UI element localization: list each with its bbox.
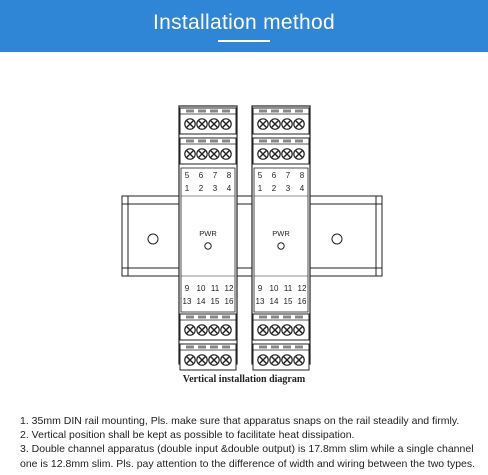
pwr-label: PWR xyxy=(199,229,217,238)
terminal-tab xyxy=(283,316,291,319)
terminal-tab xyxy=(259,140,267,143)
terminal-tab xyxy=(295,346,303,349)
terminal-tab xyxy=(186,140,194,143)
header-banner xyxy=(0,0,488,52)
terminal-tab xyxy=(222,140,230,143)
page-title: Installation method xyxy=(153,11,335,34)
terminal-number: 3 xyxy=(212,184,218,193)
terminal-number: 10 xyxy=(269,284,279,293)
terminal-tab xyxy=(210,316,218,319)
terminal-number: 7 xyxy=(285,171,291,180)
installation-notes xyxy=(20,414,480,471)
terminal-number: 1 xyxy=(184,184,190,193)
note-2: 2. Vertical position shall be kept as possible to facilitate heat dissipation. xyxy=(20,429,355,442)
terminal-number: 10 xyxy=(196,284,206,293)
terminal-tab xyxy=(283,346,291,349)
terminal-number: 5 xyxy=(257,171,263,180)
terminal-number: 16 xyxy=(297,297,307,306)
note-1: 1. 35mm DIN rail mounting, Pls. make sure that apparatus snaps on the rail steadily and firmly. xyxy=(20,415,460,427)
terminal-number: 6 xyxy=(271,171,277,180)
terminal-number: 8 xyxy=(226,171,232,180)
terminal-number: 13 xyxy=(255,297,265,306)
terminal-tab xyxy=(198,316,206,319)
terminal-tab xyxy=(295,110,303,113)
terminal-tab xyxy=(210,140,218,143)
terminal-number: 2 xyxy=(271,184,277,193)
terminal-tab xyxy=(210,346,218,349)
note-3: 3. Double channel apparatus (double input &double output) is 17.8mm slim while a single channel one is 12.8mm slim. Pls. pay attention to the difference of width and wiring between the two types. xyxy=(20,443,476,470)
din-rail-diagram xyxy=(100,100,390,372)
terminal-tab xyxy=(210,110,218,113)
terminal-tab xyxy=(271,110,279,113)
terminal-block-bottom-outer xyxy=(180,344,236,370)
terminal-number: 6 xyxy=(198,171,204,180)
terminal-tab xyxy=(283,110,291,113)
terminal-tab xyxy=(222,110,230,113)
rail-right-hole xyxy=(332,234,342,244)
terminal-tab xyxy=(259,346,267,349)
pwr-led-icon xyxy=(205,243,211,249)
terminal-tab xyxy=(295,316,303,319)
terminal-block-bottom-inner xyxy=(180,314,236,340)
terminal-number: 14 xyxy=(196,297,206,306)
terminal-tab xyxy=(259,316,267,319)
terminal-tab xyxy=(198,110,206,113)
terminal-number: 4 xyxy=(299,184,305,193)
terminal-tab xyxy=(186,316,194,319)
terminal-block-top-inner xyxy=(180,138,236,164)
terminal-number: 16 xyxy=(224,297,234,306)
terminal-number: 1 xyxy=(257,184,263,193)
terminal-number: 2 xyxy=(198,184,204,193)
terminal-tab xyxy=(222,346,230,349)
terminal-block-top-outer xyxy=(180,108,236,134)
terminal-block-bottom-outer xyxy=(253,344,309,370)
terminal-number: 8 xyxy=(299,171,305,180)
terminal-tab xyxy=(222,316,230,319)
terminal-block-top-inner xyxy=(253,138,309,164)
terminal-number: 12 xyxy=(224,284,234,293)
terminal-number: 11 xyxy=(283,284,293,293)
terminal-tab xyxy=(295,140,303,143)
pwr-led-icon xyxy=(278,243,284,249)
terminal-tab xyxy=(186,346,194,349)
rail-left-hole xyxy=(148,234,158,244)
terminal-tab xyxy=(198,140,206,143)
terminal-tab xyxy=(271,140,279,143)
terminal-number: 15 xyxy=(210,297,220,306)
terminal-tab xyxy=(271,346,279,349)
terminal-number: 4 xyxy=(226,184,232,193)
diagram-caption: Vertical installation diagram xyxy=(182,374,306,385)
module-left xyxy=(179,106,237,370)
terminal-number: 5 xyxy=(184,171,190,180)
pwr-label: PWR xyxy=(272,229,290,238)
terminal-tab xyxy=(198,346,206,349)
terminal-number: 15 xyxy=(283,297,293,306)
terminal-block-bottom-inner xyxy=(253,314,309,340)
module-right xyxy=(252,106,310,370)
terminal-number: 7 xyxy=(212,171,218,180)
terminal-block-top-outer xyxy=(253,108,309,134)
terminal-number: 13 xyxy=(182,297,192,306)
title-underline xyxy=(218,40,270,42)
terminal-number: 14 xyxy=(269,297,279,306)
terminal-number: 11 xyxy=(210,284,220,293)
terminal-tab xyxy=(271,316,279,319)
terminal-tab xyxy=(186,110,194,113)
terminal-tab xyxy=(259,110,267,113)
terminal-number: 9 xyxy=(257,284,263,293)
terminal-number: 12 xyxy=(297,284,307,293)
terminal-number: 3 xyxy=(285,184,291,193)
terminal-number: 9 xyxy=(184,284,190,293)
terminal-tab xyxy=(283,140,291,143)
